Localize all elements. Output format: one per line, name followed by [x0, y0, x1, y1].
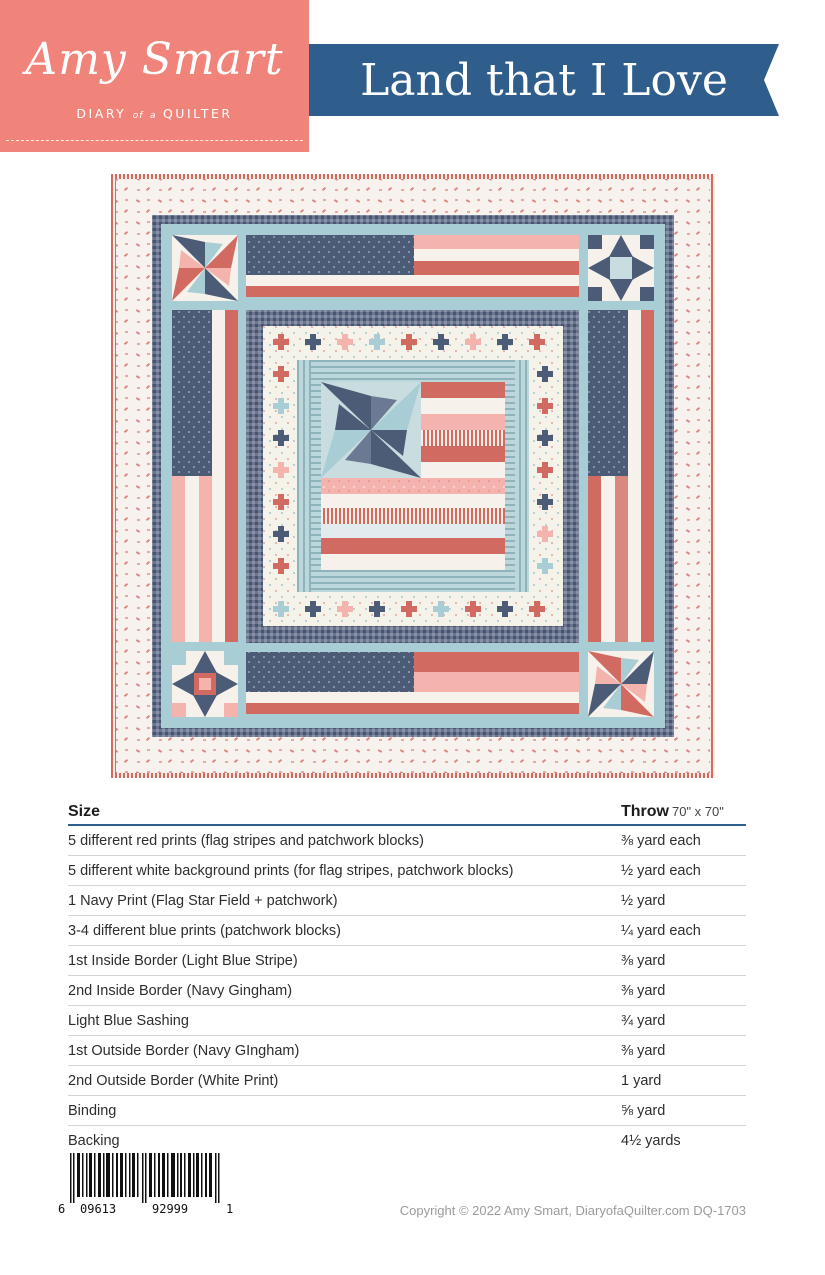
table-row [68, 976, 746, 1006]
corner-star-bottom-right [588, 651, 654, 717]
fabric-amount: ¾ yard [621, 1012, 666, 1029]
table-row [68, 856, 746, 886]
fabric-amount: ⅜ yard each [621, 832, 701, 849]
fabric-item: Binding [68, 1102, 117, 1119]
table-row [68, 886, 746, 916]
fabric-requirements-table [68, 791, 746, 1155]
fabric-amount: 4½ yards [621, 1132, 681, 1149]
fabric-item: Backing [68, 1132, 120, 1149]
fabric-amount: 1 yard [621, 1072, 662, 1089]
tagline-a: a [149, 111, 157, 121]
header-dimensions: 70" x 70" [672, 804, 724, 819]
table-row [68, 1096, 746, 1126]
barcode [58, 1153, 234, 1219]
fabric-item: 1st Inside Border (Light Blue Stripe) [68, 952, 298, 969]
fabric-amount: ⅜ yard [621, 1042, 666, 1059]
fabric-item: 5 different red prints (flag stripes and patchwork blocks) [68, 832, 424, 849]
barcode-bars [68, 1153, 224, 1203]
table-row [68, 1006, 746, 1036]
fabric-item: Light Blue Sashing [68, 1012, 189, 1029]
copyright-notice: Copyright © 2022 Amy Smart, DiaryofaQuilter.com DQ-1703 [399, 1203, 746, 1218]
fabric-amount: ⅝ yard [621, 1102, 666, 1119]
pattern-title: Land that I Love [360, 55, 728, 106]
barcode-digit-last: 1 [226, 1202, 234, 1216]
tagline-quilter: QUILTER [162, 106, 233, 121]
fabric-amount: ⅜ yard [621, 982, 666, 999]
header-size-value [621, 803, 746, 821]
barcode-group-1: 09613 [80, 1202, 117, 1216]
table-row [68, 826, 746, 856]
table-row [68, 1066, 746, 1096]
fabric-item: 1st Outside Border (Navy GIngham) [68, 1042, 300, 1059]
fabric-item: 5 different white background prints (for flag stripes, patchwork blocks) [68, 862, 514, 879]
logo-script-name: Amy Smart [25, 34, 284, 85]
table-row [68, 916, 746, 946]
corner-star-top-left [172, 235, 238, 301]
fabric-item: 2nd Inside Border (Navy Gingham) [68, 982, 293, 999]
tagline-diary: DIARY [76, 106, 127, 121]
logo-dashed-divider [6, 140, 303, 141]
corner-star-top-right [588, 235, 654, 301]
fabric-amount: ⅜ yard [621, 952, 666, 969]
barcode-digits [58, 1202, 234, 1218]
table-row [68, 1126, 746, 1155]
fabric-item: 1 Navy Print (Flag Star Field + patchwork) [68, 892, 338, 909]
table-row [68, 1036, 746, 1066]
quilt-image [111, 174, 715, 778]
fabric-item: 3-4 different blue prints (patchwork blocks) [68, 922, 341, 939]
header-throw: Throw [621, 803, 669, 820]
title-banner [309, 44, 779, 116]
header-size-label: Size [68, 803, 101, 820]
tagline-of: of [132, 111, 144, 121]
brand-logo [0, 0, 309, 152]
logo-tagline [0, 106, 309, 121]
fabric-item: 2nd Outside Border (White Print) [68, 1072, 279, 1089]
table-row [68, 946, 746, 976]
table-header [68, 791, 746, 826]
fabric-amount: ¼ yard each [621, 922, 701, 939]
fabric-amount: ½ yard [621, 892, 666, 909]
barcode-group-2: 92999 [152, 1202, 189, 1216]
fabric-amount: ½ yard each [621, 862, 701, 879]
corner-star-bottom-left [172, 651, 238, 717]
barcode-digit-first: 6 [58, 1202, 66, 1216]
